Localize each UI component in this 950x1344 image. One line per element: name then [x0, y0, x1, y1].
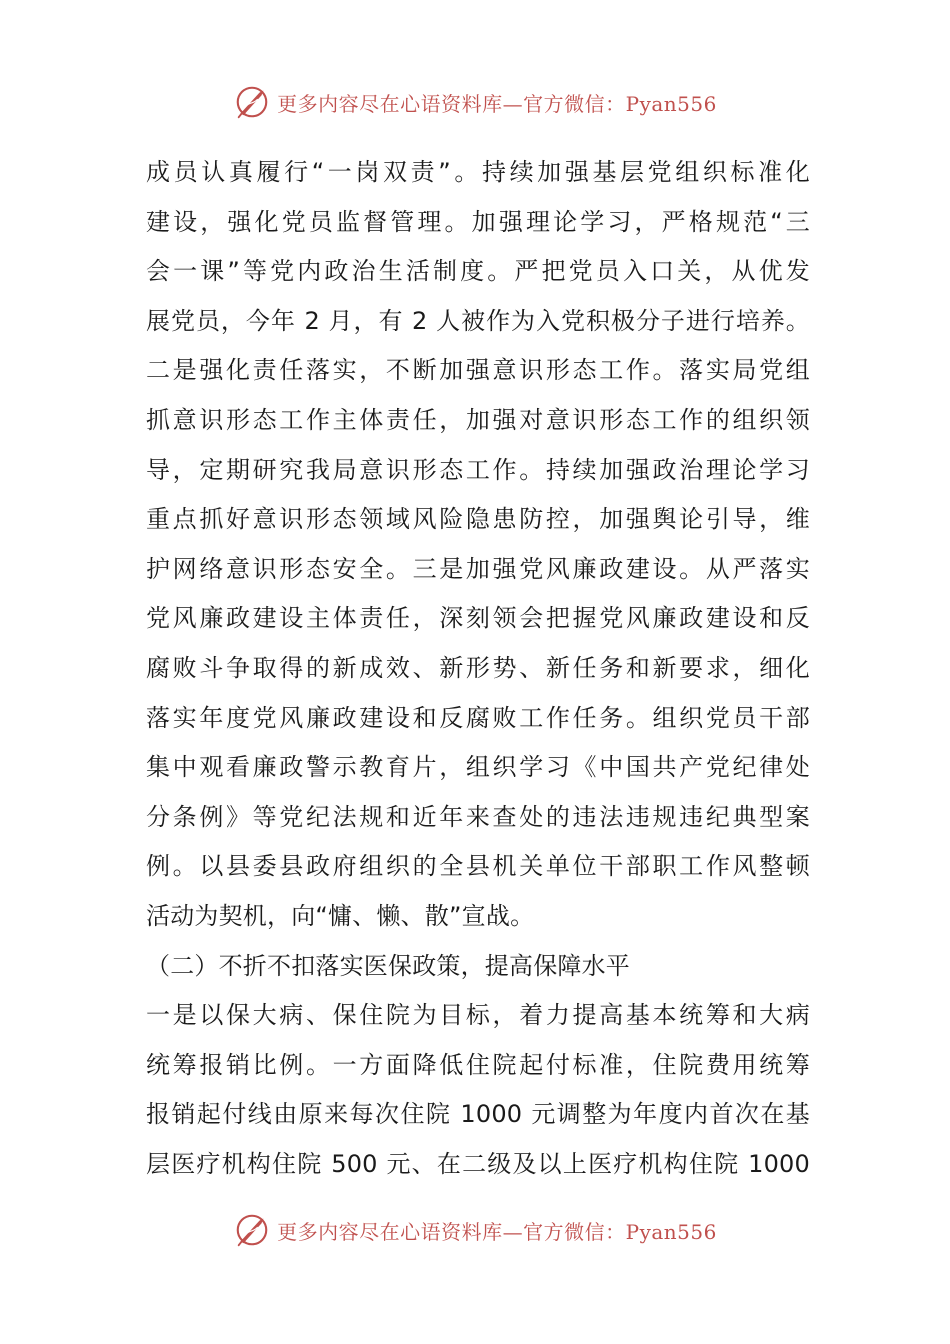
text-line: 落实年度党风廉政建设和反腐败工作任务。组织党员干部 [146, 703, 810, 732]
text-line: 导，定期研究我局意识形态工作。持续加强政治理论学习 [146, 455, 810, 484]
footer-banner-text: 更多内容尽在心语资料库—官方微信：Pyan556 [277, 1219, 717, 1244]
text-line: 统筹报销比例。一方面降低住院起付标准，住院费用统筹 [146, 1050, 810, 1079]
text-line: 抓意识形态工作主体责任，加强对意识形态工作的组织领 [146, 405, 810, 434]
footer-banner [0, 1208, 950, 1252]
text-line: 会一课”等党内政治生活制度。严把党员入口关，从优发 [146, 257, 810, 286]
text-line: 重点抓好意识形态领域风险隐患防控，加强舆论引导，维 [146, 505, 810, 534]
section-heading: （二）不折不扣落实医保政策，提高保障水平 [146, 951, 630, 980]
text-line: 一是以保大病、保住院为目标，着力提高基本统筹和大病 [146, 1001, 810, 1030]
pen-quill-icon [233, 1211, 271, 1249]
text-line: 展党员，今年 2 月，有 2 人被作为入党积极分子进行培养。 [146, 306, 810, 335]
header-banner [0, 80, 950, 124]
document-body [146, 148, 810, 1189]
text-line: 层医疗机构住院 500 元、在二级及以上医疗机构住院 1000 [146, 1149, 810, 1178]
text-line: 建设，强化党员监督管理。加强理论学习，严格规范“三 [146, 207, 810, 236]
text-line: 分条例》等党纪法规和近年来查处的违法违规违纪典型案 [146, 802, 810, 831]
text-line: 成员认真履行“一岗双责”。持续加强基层党组织标准化 [146, 158, 810, 186]
text-line: 护网络意识形态安全。三是加强党风廉政建设。从严落实 [146, 554, 810, 583]
text-line: 党风廉政建设主体责任，深刻领会把握党风廉政建设和反 [146, 604, 810, 633]
paragraph-end-line: 活动为契机，向“慵、懒、散”宣战。 [146, 901, 535, 930]
text-line: 腐败斗争取得的新成效、新形势、新任务和新要求，细化 [146, 653, 810, 682]
header-banner-text: 更多内容尽在心语资料库—官方微信：Pyan556 [277, 91, 717, 116]
pen-quill-icon [233, 83, 271, 121]
text-line: 二是强化责任落实，不断加强意识形态工作。落实局党组 [146, 356, 810, 385]
text-line: 报销起付线由原来每次住院 1000 元调整为年度内首次在基 [146, 1100, 810, 1129]
text-line: 例。以县委县政府组织的全县机关单位干部职工作风整顿 [146, 852, 810, 881]
text-line: 集中观看廉政警示教育片，组织学习《中国共产党纪律处 [146, 753, 810, 782]
